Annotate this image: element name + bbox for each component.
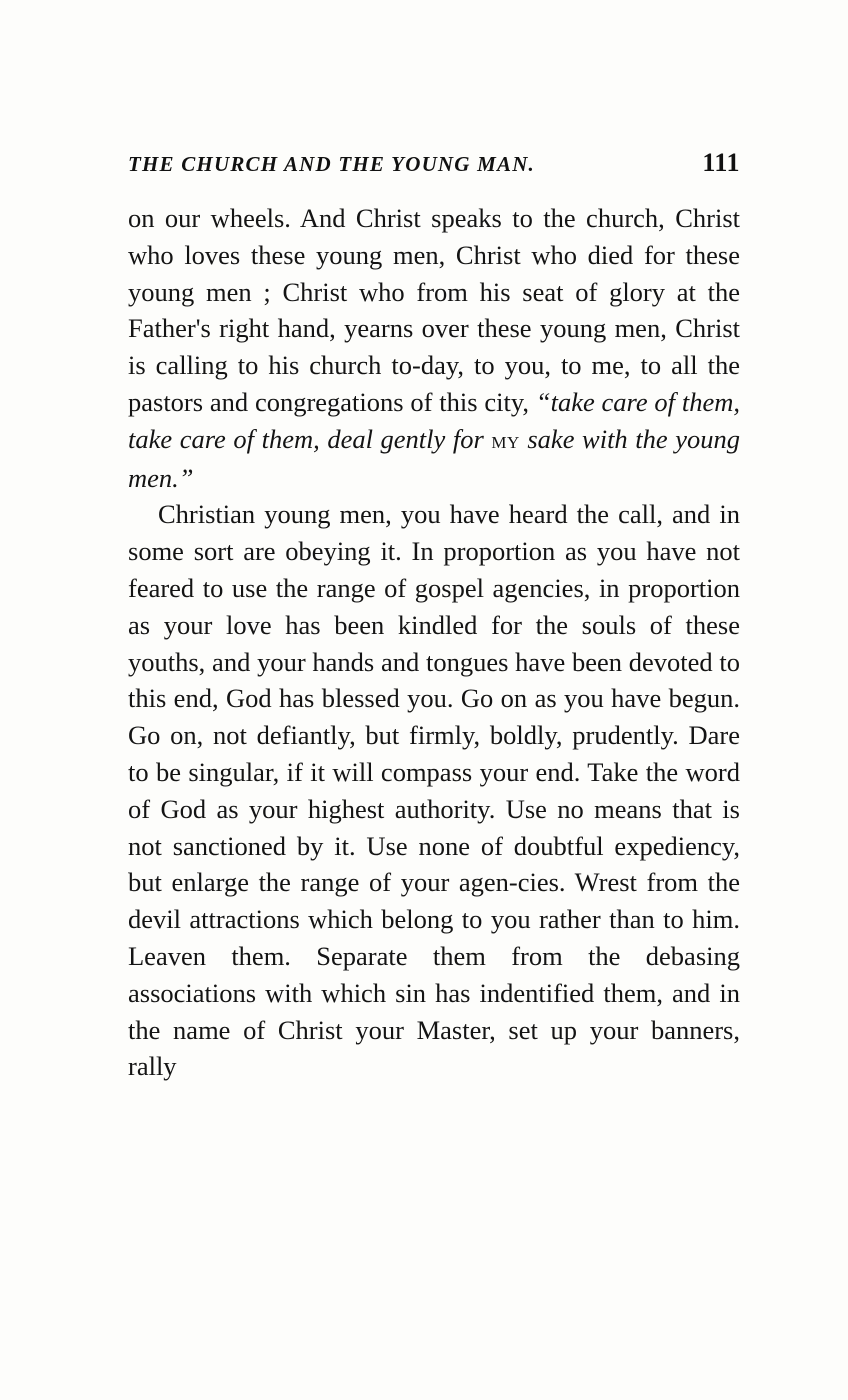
paragraph-1 [128,200,740,496]
paragraph-1-quote-close: sake with the young men.” [128,423,740,493]
page-header [128,148,740,178]
body-text-column [128,200,740,1085]
page-number: 111 [702,148,740,177]
paragraph-1-lead: on our wheels. And Christ speaks to the church, Christ who loves these young men, Christ who died for these young men ; Christ who from his seat of glory at the Father's right hand, yearns over these young men, Christ is calling to his church to-day, to you, to me, to all the pastors and congregations of this city, [128,203,740,417]
paragraph-1-quote-smallcaps: my [491,426,520,454]
running-head-title: THE CHURCH AND THE YOUNG MAN. [128,152,536,176]
paragraph-1-quote-open: “take care of them, take care of them, deal gently for [128,386,740,454]
paragraph-2: Christian young men, you have heard the call, and in some sort are obeying it. In proportion as you have not feared to use the range of gospel agencies, in proportion as your love has been kindled for the souls of these youths, and your hands and tongues have been devoted to this end, God has blessed you. Go on as you have begun. Go on, not defiantly, but firmly, boldly, prudently. Dare to be singular, if it will compass your end. Take the word of God as your highest authority. Use no means that is not sanctioned by it. Use none of doubtful expediency, but enlarge the range of your agen-cies. Wrest from the devil attractions which belong to you rather than to him. Leaven them. Separate them from the debasing associations with which sin has indentified them, and in the name of Christ your Master, set up your banners, rally [128,499,740,1082]
